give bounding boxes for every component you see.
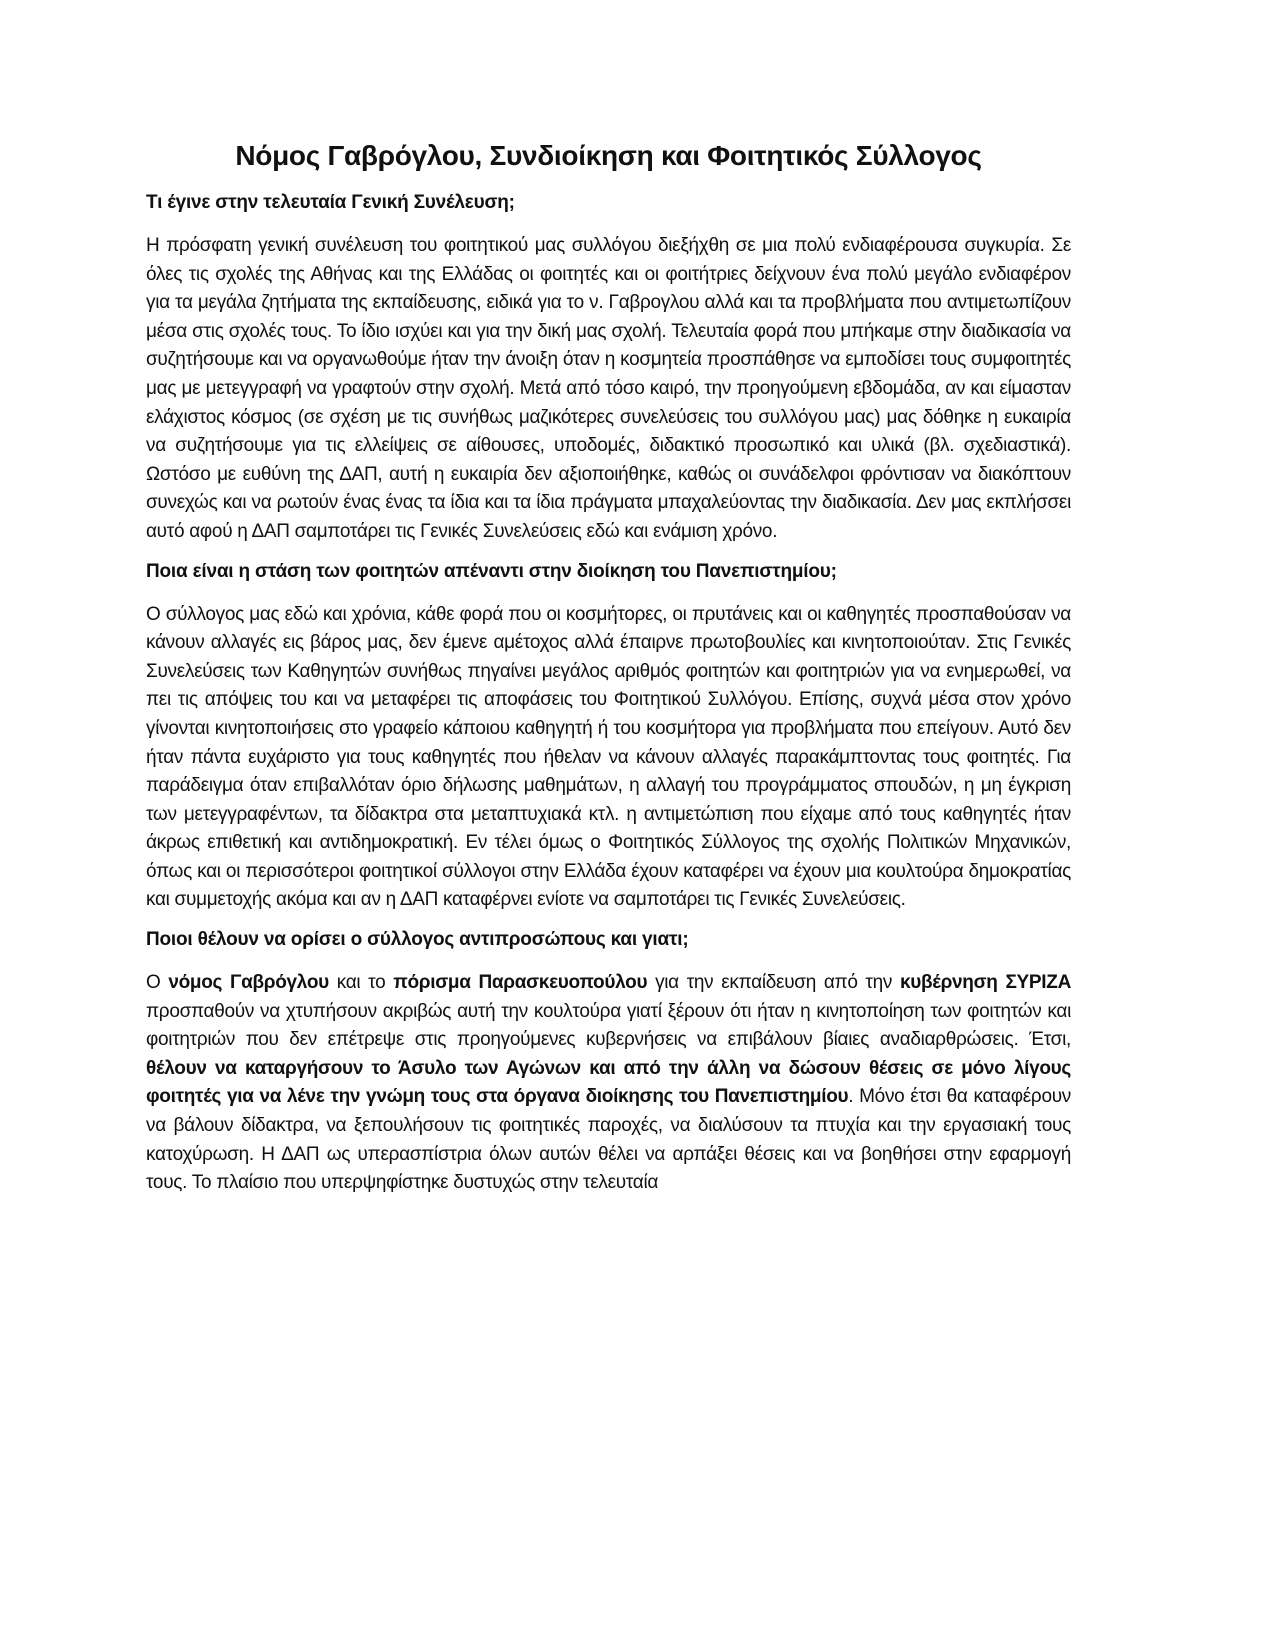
text-run: προσπαθούν να χτυπήσουν ακριβώς αυτή την κουλτούρα γιατί ξέρουν ότι ήταν η κινητοποίηση των φοιτητών και φοιτητριών που δεν επέτρεψε στις προηγούμενες κυβερνήσεις να επιβάλουν βίαιες αναδιαρθρώσεις. Έτσι,	[146, 1000, 1071, 1051]
text-run: για την εκπαίδευση από την	[647, 972, 900, 994]
bold-text-run: κυβέρνηση ΣΥΡΙΖΑ	[899, 972, 1072, 994]
bold-text-run: πόρισμα Παρασκευοπούλου	[393, 972, 648, 994]
document-title: Νόμος Γαβρόγλου, Συνδιοίκηση και Φοιτητικός Σύλλογος	[235, 140, 982, 171]
section-paragraph-representatives	[146, 969, 1071, 1198]
text-run: . Μόνο έτσι θα καταφέρουν να βάλουν δίδακτρα, να ξεπουλήσουν τις φοιτητικές παροχές, να διαλύσουν τα πτυχία και την εργασιακή τους κατοχύρωση. Η ΔΑΠ ως υπερασπίστρια όλων αυτών θέλει να αρπάξει θέσεις και να βοηθήσει στην εφαρμογή τους. Το πλαίσιο που υπερψηφίστηκε δυστυχώς στην τελευταία	[146, 1086, 1071, 1194]
section-heading-representatives: Ποιοι θέλουν να ορίσει ο σύλλογος αντιπροσώπους και γιατι;	[146, 929, 689, 951]
section-paragraph-student-stance: Ο σύλλογος μας εδώ και χρόνια, κάθε φορά που οι κοσμήτορες, οι πρυτάνεις και οι καθηγητές προσπαθούσαν να κάνουν αλλαγές εις βάρος μας, δεν έμενε αμέτοχος αλλά έπαιρνε πρωτοβουλίες και κινητοποιούταν. Στις Γενικές Συνελεύσεις των Καθηγητών συνήθως πηγαίνει μεγάλος αριθμός φοιτητών και φοιτητριών για να ενημερωθεί, να πει τις απόψεις του και να μεταφέρει τις αποφάσεις του Φοιτητικού Συλλόγου. Επίσης, συχνά μέσα στον χρόνο γίνονται κινητοποιήσεις στο γραφείο κάποιου καθηγητή ή του κοσμήτορα για προβλήματα που επείγουν. Αυτό δεν ήταν πάντα ευχάριστο για τους καθηγητές που ήθελαν να κάνουν αλλαγές παρακάμπτοντας τους φοιτητές. Για παράδειγμα όταν επιβαλλόταν όριο δήλωσης μαθημάτων, η αλλαγή του προγράμματος σπουδών, η μη έγκριση των μετεγγραφέντων, τα δίδακτρα στα μεταπτυχιακά κτλ. η αντιμετώπιση που είχαμε από τους καθηγητές ήταν άκρως επιθετική και αντιδημοκρατική. Εν τέλει όμως ο Φοιτητικός Σύλλογος της σχολής Πολιτικών Μηχανικών, όπως και οι περισσότεροι φοιτητικοί σύλλογοι στην Ελλάδα έχουν καταφέρει να έχουν μια κουλτούρα δημοκρατίας και συμμετοχής ακόμα και αν η ΔΑΠ καταφέρνει ενίοτε να σαμποτάρει τις Γενικές Συνελεύσεις.	[146, 603, 1071, 911]
text-run: Ο	[146, 972, 169, 994]
section-heading-general-assembly: Τι έγινε στην τελευταία Γενική Συνέλευση;	[146, 192, 515, 213]
text-run: και το	[328, 972, 394, 994]
document-page	[146, 140, 1071, 1212]
bold-text-run: νόμος Γαβρόγλου	[168, 972, 329, 994]
section-paragraph-general-assembly: Η πρόσφατη γενική συνέλευση του φοιτητικού μας συλλόγου διεξήχθη σε μια πολύ ενδιαφέρουσα συγκυρία. Σε όλες τις σχολές της Αθήνας και της Ελλάδας οι φοιτητές και οι φοιτήτριες δείχνουν ένα πολύ μεγάλο ενδιαφέρον για τα μεγάλα ζητήματα της εκπαίδευσης, ειδικά για το ν. Γαβρογλου αλλά και τα προβλήματα που αντιμετωπίζουν μέσα στις σχολές τους. Το ίδιο ισχύει και για την δική μας σχολή. Τελευταία φορά που μπήκαμε στην διαδικασία να συζητήσουμε και να οργανωθούμε ήταν την άνοιξη όταν η κοσμητεία προσπάθησε να εμποδίσει τους συμφοιτητές μας με μετεγγραφή να γραφτούν στην σχολή. Μετά από τόσο καιρό, την προηγούμενη εβδομάδα, αν και είμασταν ελάχιστος κόσμος (σε σχέση με τις συνήθως μαζικότερες συνελεύσεις του συλλόγου μας) μας δόθηκε η ευκαιρία να συζητήσουμε για τις ελλείψεις σε αίθουσες, υποδομές, διδακτικό προσωπικό και υλικά (βλ. σχεδιαστικά). Ωστόσο με ευθύνη της ΔΑΠ, αυτή η ευκαιρία δεν αξιοποιήθηκε, καθώς οι συνάδελφοι φρόντισαν να διακόπτουν συνεχώς και να ρωτούν ένας ένας τα ίδια και τα ίδια πράγματα μπαχαλεύοντας την διαδικασία. Δεν μας εκπλήσσει αυτό αφού η ΔΑΠ σαμποτάρει τις Γενικές Συνελεύσεις εδώ και ενάμιση χρόνο.	[146, 235, 1071, 542]
section-heading-student-stance: Ποια είναι η στάση των φοιτητών απέναντι στην διοίκηση του Πανεπιστημίου;	[146, 560, 837, 582]
bold-text-run: θέλουν να καταργήσουν το Άσυλο των Αγώνων και από την άλλη να δώσουν θέσεις σε μόνο λίγους φοιτητές για να λένε την γνώμη τους στα όργανα διοίκησης του Πανεπιστημίου	[146, 1057, 1071, 1108]
